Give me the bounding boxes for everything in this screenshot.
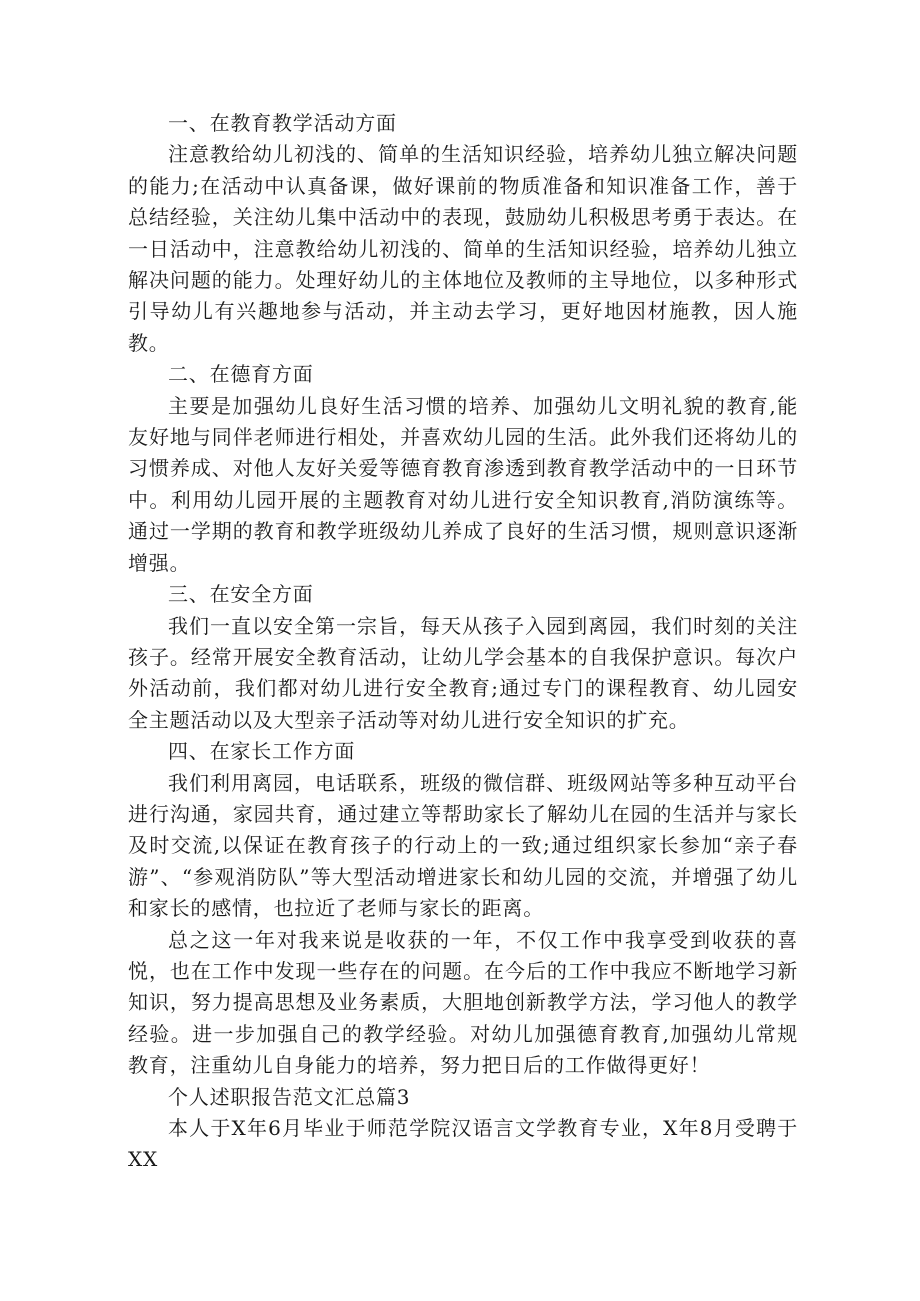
section-heading-safety: 三、在安全方面	[168, 582, 314, 607]
paragraph-moral: 主要是加强幼儿良好生活习惯的培养、加强幼儿文明礼貌的教育,能友好地与同伴老师进行相处，并喜欢幼儿园的生活。此外我们还将幼儿的习惯养成、对他人友好关爱等德育教育渗透到教育教学活动中的一日环节中。利用幼儿园开展的主题教育对幼儿进行安全知识教育,消防演练等。通过一学期的教育和教学班级幼儿养成了良好的生活习惯，规则意识逐渐增强。	[128, 393, 798, 575]
section-heading-parents: 四、在家长工作方面	[168, 739, 356, 764]
paragraph-summary: 总之这一年对我来说是收获的一年，不仅工作中我享受到收获的喜悦，也在工作中发现一些存在的问题。在今后的工作中我应不断地学习新知识，努力提高思想及业务素质，大胆地创新教学方法，学习他人的教学经验。进一步加强自己的教学经验。对幼儿加强德育教育,加强幼儿常规教育，注重幼儿自身能力的培养，努力把日后的工作做得更好！	[128, 927, 798, 1078]
paragraph-safety: 我们一直以安全第一宗旨，每天从孩子入园到离园，我们时刻的关注孩子。经常开展安全教育活动，让幼儿学会基本的自我保护意识。每次户外活动前，我们都对幼儿进行安全教育;通过专门的课程教育、幼儿园安全主题活动以及大型亲子活动等对幼儿进行安全知识的扩充。	[128, 613, 798, 732]
section-heading-teaching: 一、在教育教学活动方面	[168, 111, 397, 135]
document-body	[128, 108, 798, 1176]
section-heading-moral: 二、在德育方面	[168, 362, 314, 387]
paragraph-intro-part3: 本人于X年6月毕业于师范学院汉语言文学教育专业，X年8月受聘于XX	[128, 1116, 798, 1172]
paragraph-parents: 我们利用离园，电话联系，班级的微信群、班级网站等多种互动平台进行沟通，家园共育，通过建立等帮助家长了解幼儿在园的生活并与家长及时交流,以保证在教育孩子的行动上的一致;通过组织家长参加“亲子春游”、“参观消防队”等大型活动增进家长和幼儿园的交流，并增强了幼儿和家长的感情，也拉近了老师与家长的距离。	[128, 770, 798, 921]
paragraph-teaching: 注意教给幼儿初浅的、简单的生活知识经验，培养幼儿独立解决问题的能力;在活动中认真备课，做好课前的物质准备和知识准备工作，善于总结经验，关注幼儿集中活动中的表现，鼓励幼儿积极思考勇于表达。在一日活动中，注意教给幼儿初浅的、简单的生活知识经验，培养幼儿独立解决问题的能力。处理好幼儿的主体地位及教师的主导地位，以多种形式引导幼儿有兴趣地参与活动，并主动去学习，更好地因材施教，因人施教。	[128, 142, 798, 355]
article-heading-part3: 个人述职报告范文汇总篇3	[168, 1084, 411, 1109]
